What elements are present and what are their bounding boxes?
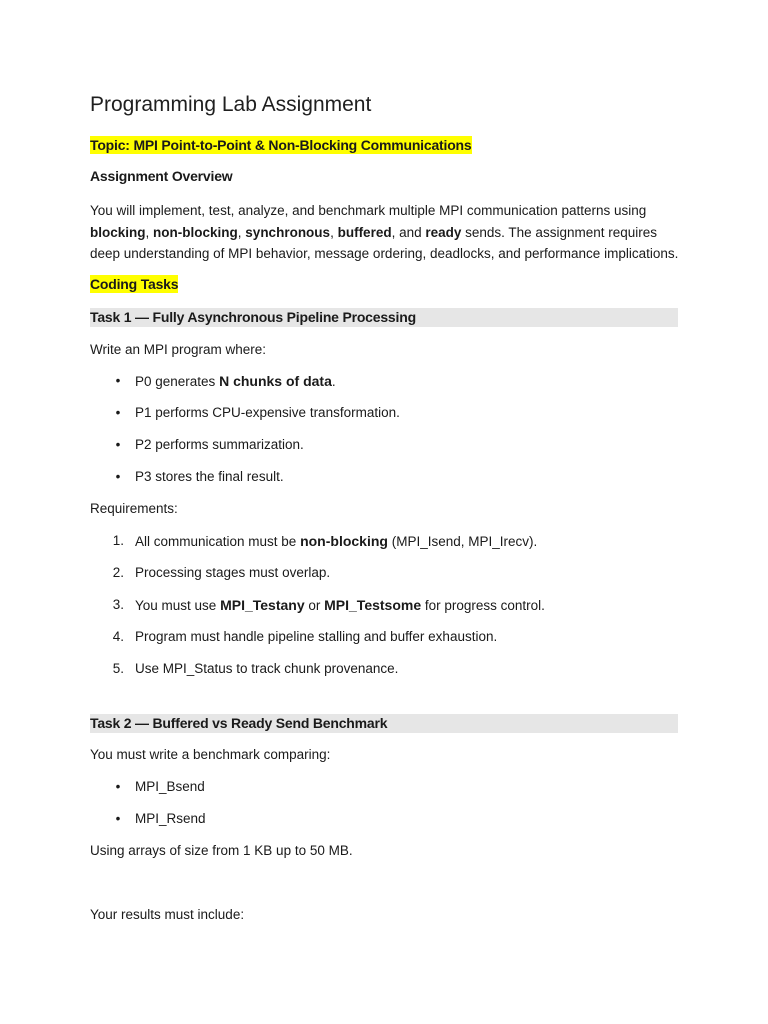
term-non-blocking: non-blocking bbox=[153, 224, 238, 240]
overview-paragraph: You will implement, test, analyze, and benchmark multiple MPI communication patterns using blocking, non-blocking, synchronous, buffered, and ready sends. The assignment requires deep understanding of MPI behavior, message ordering, deadlocks, and performance implications. bbox=[90, 203, 679, 261]
task1-intro: Write an MPI program where: bbox=[90, 342, 267, 357]
task1-heading: Task 1 — Fully Asynchronous Pipeline Processing bbox=[90, 308, 678, 327]
topic-line: Topic: MPI Point-to-Point & Non-Blocking Communications bbox=[90, 137, 472, 153]
bullet-mark: • bbox=[115, 437, 121, 452]
term-ready: ready bbox=[425, 224, 462, 240]
list-number: 5. bbox=[112, 661, 124, 676]
term-buffered: buffered bbox=[337, 224, 392, 240]
list-number: 3. bbox=[112, 597, 124, 612]
bullet-mark: • bbox=[115, 373, 121, 388]
list-number: 1. bbox=[112, 533, 124, 548]
task2-sizes: Using arrays of size from 1 KB up to 50 MB. bbox=[90, 843, 353, 858]
term-blocking: blocking bbox=[90, 224, 146, 240]
overview-heading: Assignment Overview bbox=[90, 168, 233, 184]
bullet-mark: • bbox=[115, 405, 121, 420]
task2-heading: Task 2 — Buffered vs Ready Send Benchmark bbox=[90, 714, 678, 733]
list-number: 2. bbox=[112, 565, 124, 580]
task2-intro: You must write a benchmark comparing: bbox=[90, 747, 331, 762]
term-synchronous: synchronous bbox=[245, 224, 331, 240]
coding-tasks-heading: Coding Tasks bbox=[90, 276, 179, 292]
requirements-label: Requirements: bbox=[90, 501, 178, 516]
bullet-mark: • bbox=[115, 811, 121, 826]
list-number: 4. bbox=[112, 629, 124, 644]
document-title: Programming Lab Assignment bbox=[90, 93, 372, 116]
bullet-mark: • bbox=[115, 779, 121, 794]
bullet-mark: • bbox=[115, 469, 121, 484]
task2-results: Your results must include: bbox=[90, 907, 245, 922]
